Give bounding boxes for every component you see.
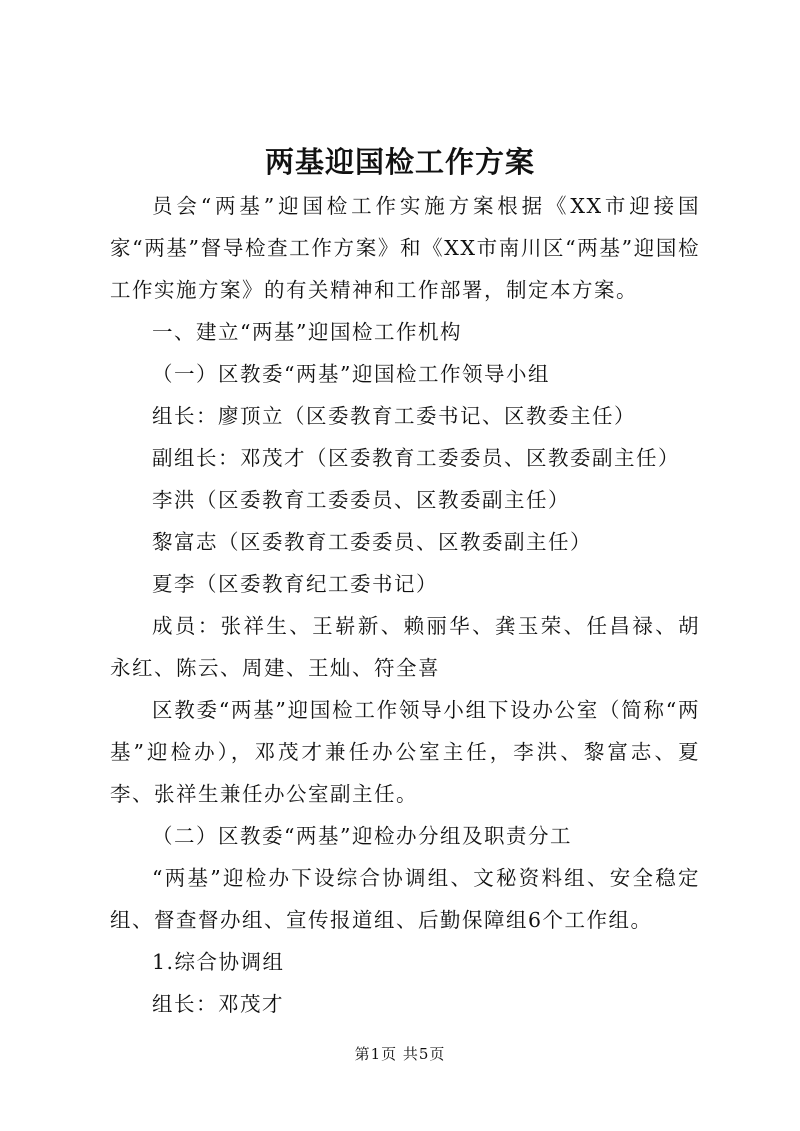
deputy-leader-line: 副组长：邓茂才（区委教育工委委员、区教委副主任）	[152, 446, 680, 470]
paragraph-intro: 员会“两基”迎国检工作实施方案根据《XX市迎接国家“两基”督导检查工作方案》和《XX市南川区“两基”迎国检工作实施方案》的有关精神和工作部署，制定本方案。	[110, 194, 700, 302]
document-title: 两基迎国检工作方案	[264, 145, 535, 179]
member-line-li: 李洪（区委教育工委委员、区教委副主任）	[152, 488, 570, 512]
group-leader-line: 组长：邓茂才	[152, 992, 284, 1016]
office-paragraph: 区教委“两基”迎国检工作领导小组下设办公室（简称“两基”迎检办），邓茂才兼任办公室主任，李洪、黎富志、夏李、张祥生兼任办公室副主任。	[110, 698, 700, 806]
group-heading-1: 1.综合协调组	[152, 950, 285, 974]
subsection-heading-2: （二）区教委“两基”迎检办分组及职责分工	[152, 824, 572, 848]
page-footer: 第1页 共5页	[354, 1045, 446, 1063]
leader-line: 组长：廖顶立（区委教育工委书记、区教委主任）	[152, 404, 636, 428]
document-body	[110, 185, 700, 1025]
member-line-xia: 夏李（区委教育纪工委书记）	[152, 572, 438, 596]
members-paragraph: 成员：张祥生、王崭新、赖丽华、龚玉荣、任昌禄、胡永红、陈云、周建、王灿、符全喜	[110, 614, 700, 680]
section-heading-1: 一、建立“两基”迎国检工作机构	[152, 320, 462, 344]
subsection-heading-1: （一）区教委“两基”迎国检工作领导小组	[152, 362, 550, 386]
working-groups-paragraph: “两基”迎检办下设综合协调组、文秘资料组、安全稳定组、督查督办组、宣传报道组、后勤保障组6个工作组。	[110, 866, 700, 932]
member-line-li-fuzhi: 黎富志（区委教育工委委员、区教委副主任）	[152, 530, 592, 554]
